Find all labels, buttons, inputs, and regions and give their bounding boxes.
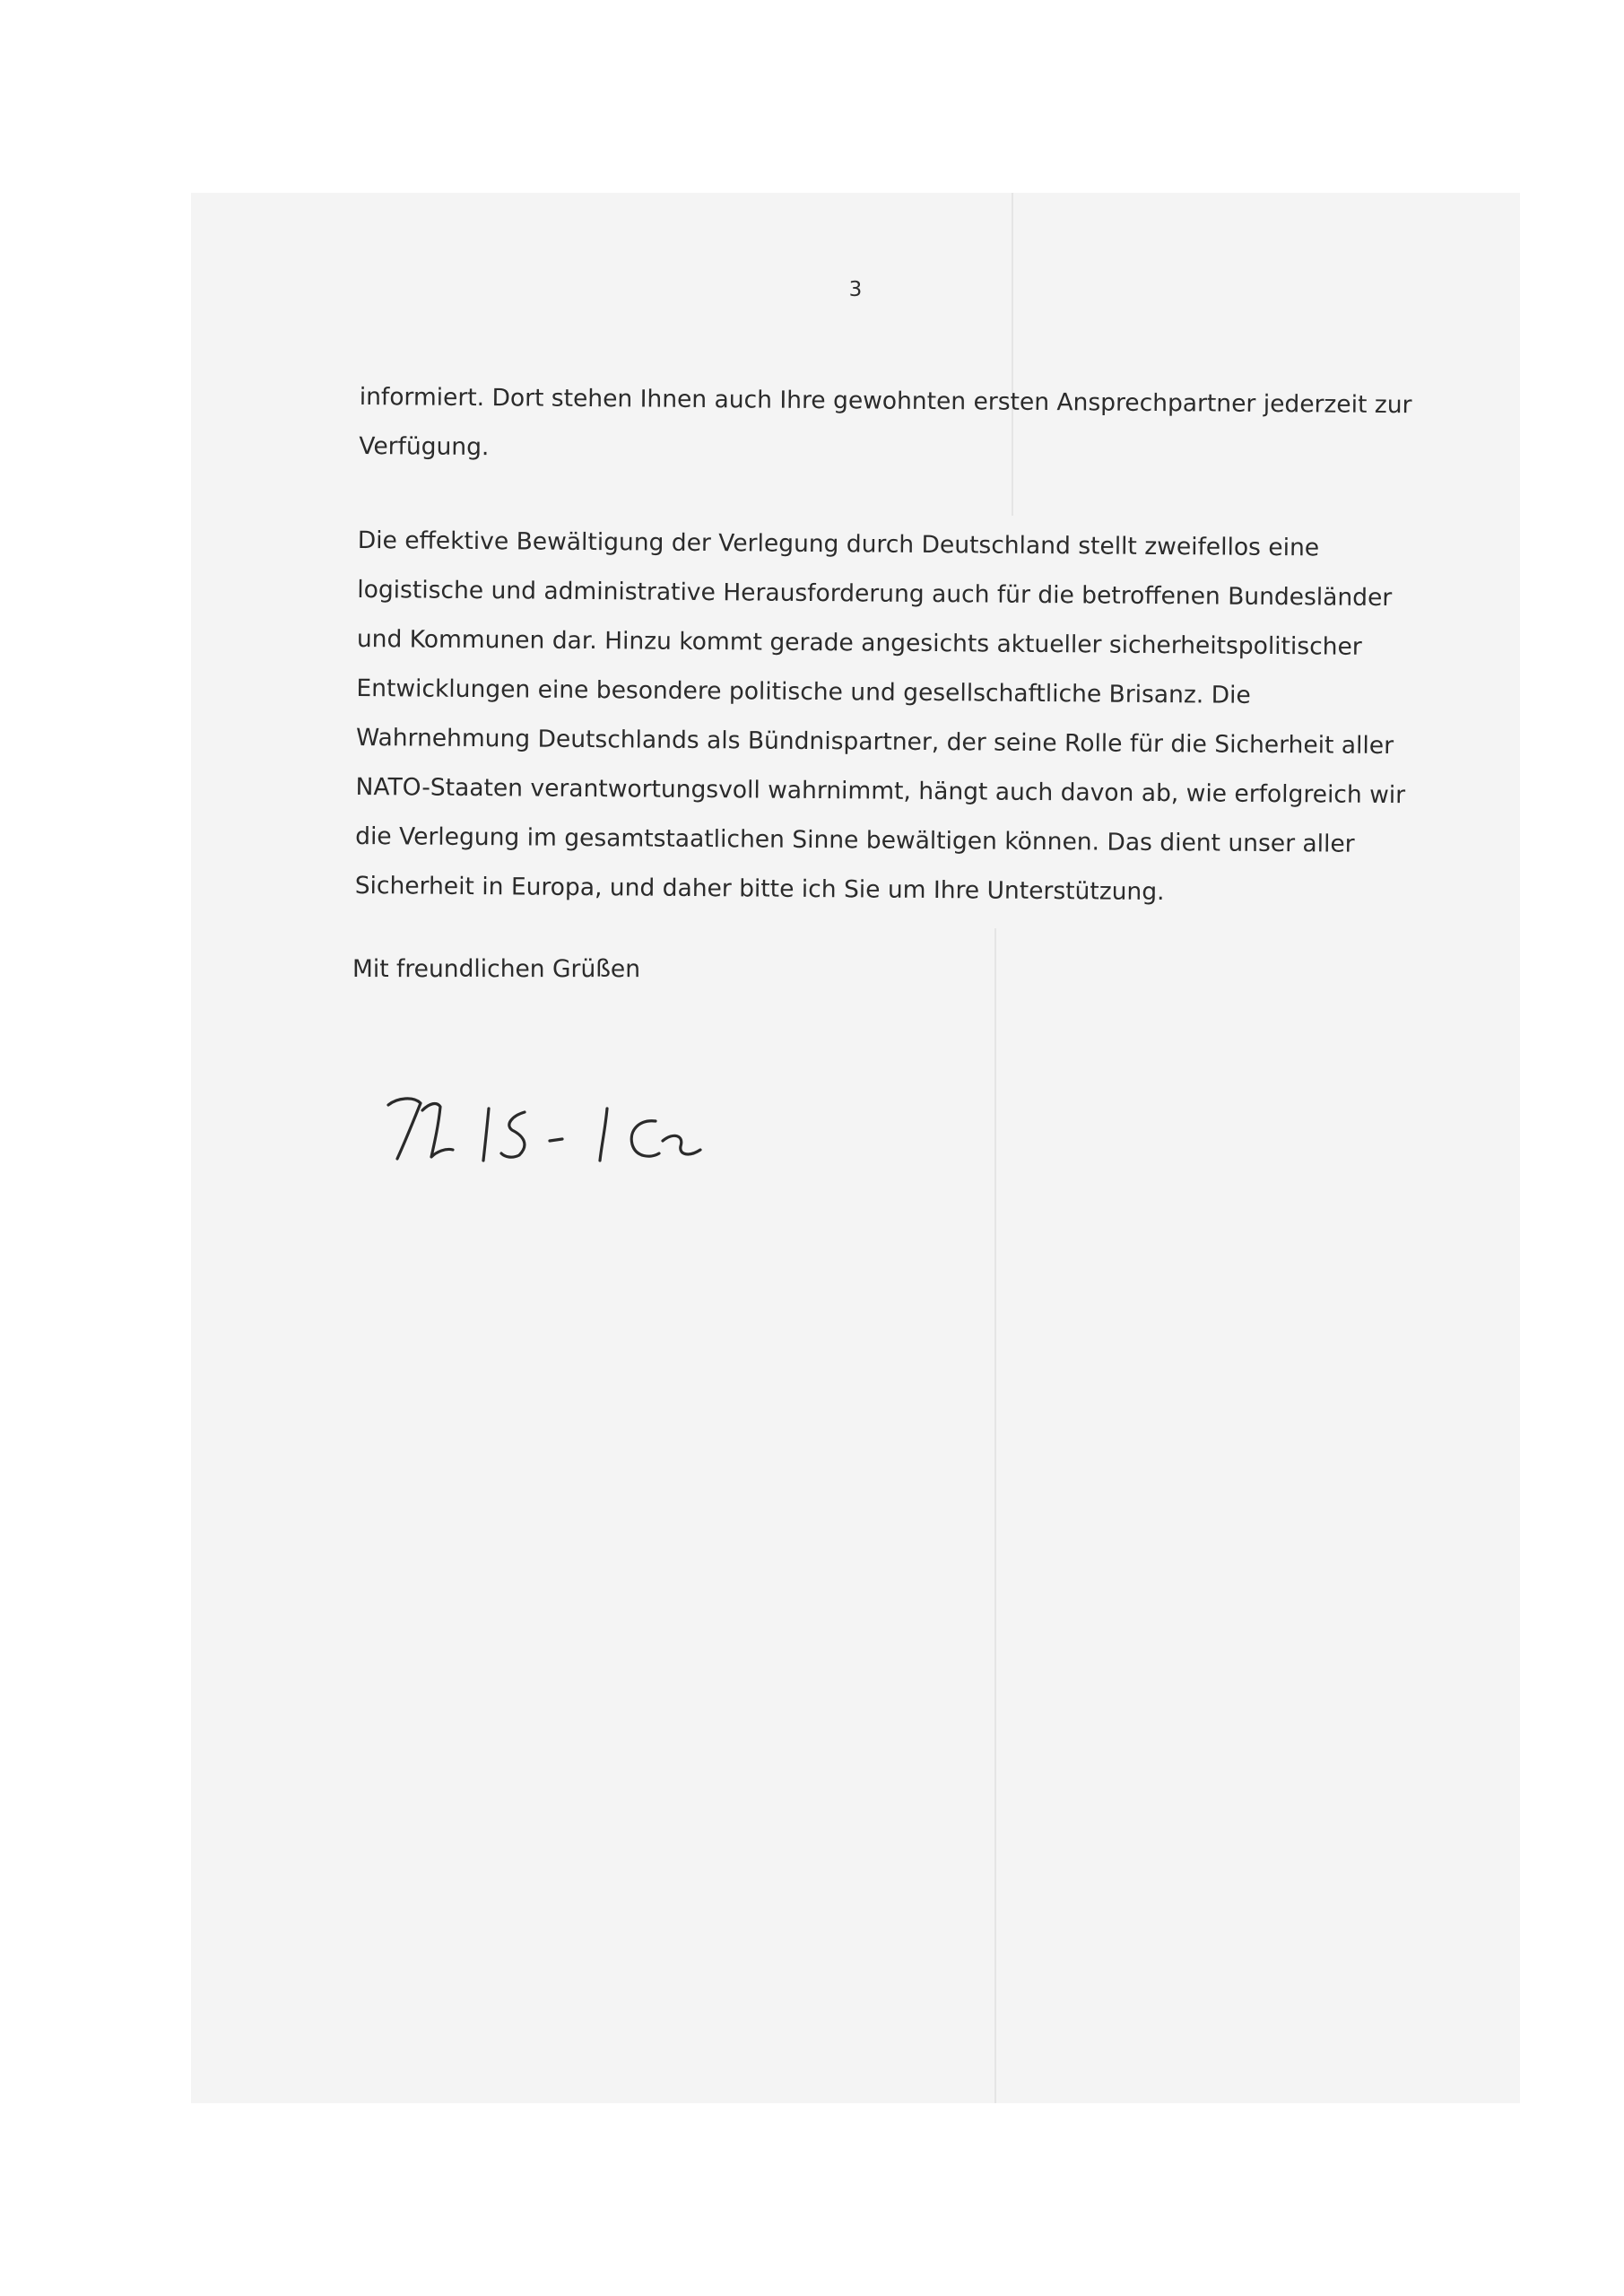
paragraph-1: informiert. Dort stehen Ihnen auch Ihre gewohnten ersten Ansprechpartner jederzeit zur Verfügung. — [359, 382, 1412, 462]
page-number: 3 — [848, 278, 863, 301]
closing-salutation: Mit freundlichen Grüßen — [352, 955, 641, 983]
paragraph-2: Die effektive Bewältigung der Verlegung durch Deutschland stellt zweifellos eine logistische und administrative Herausforderung auch für die betroffenen Bundesländer und Kommunen dar. Hinzu kommt gerade angesichts aktueller sicherheitspolitischer Entwicklungen eine besondere politische und gesellschaftliche Brisanz. Die Wahrnehmung Deutschlands als Bündnispartner, der seine Rolle für die Sicherheit aller NATO-Staaten verantwortungsvoll wahrnimmt, hängt auch davon ab, wie erfolgreich wir die Verlegung im gesamtstaatlichen Sinne bewältigen können. Das dient unser aller Sicherheit in Europa, und daher bitte ich Sie um Ihre Unterstützung. — [354, 526, 1406, 907]
handwritten-signature-icon — [370, 1076, 765, 1175]
scanned-page — [191, 193, 1520, 2103]
fold-line — [994, 928, 996, 2103]
